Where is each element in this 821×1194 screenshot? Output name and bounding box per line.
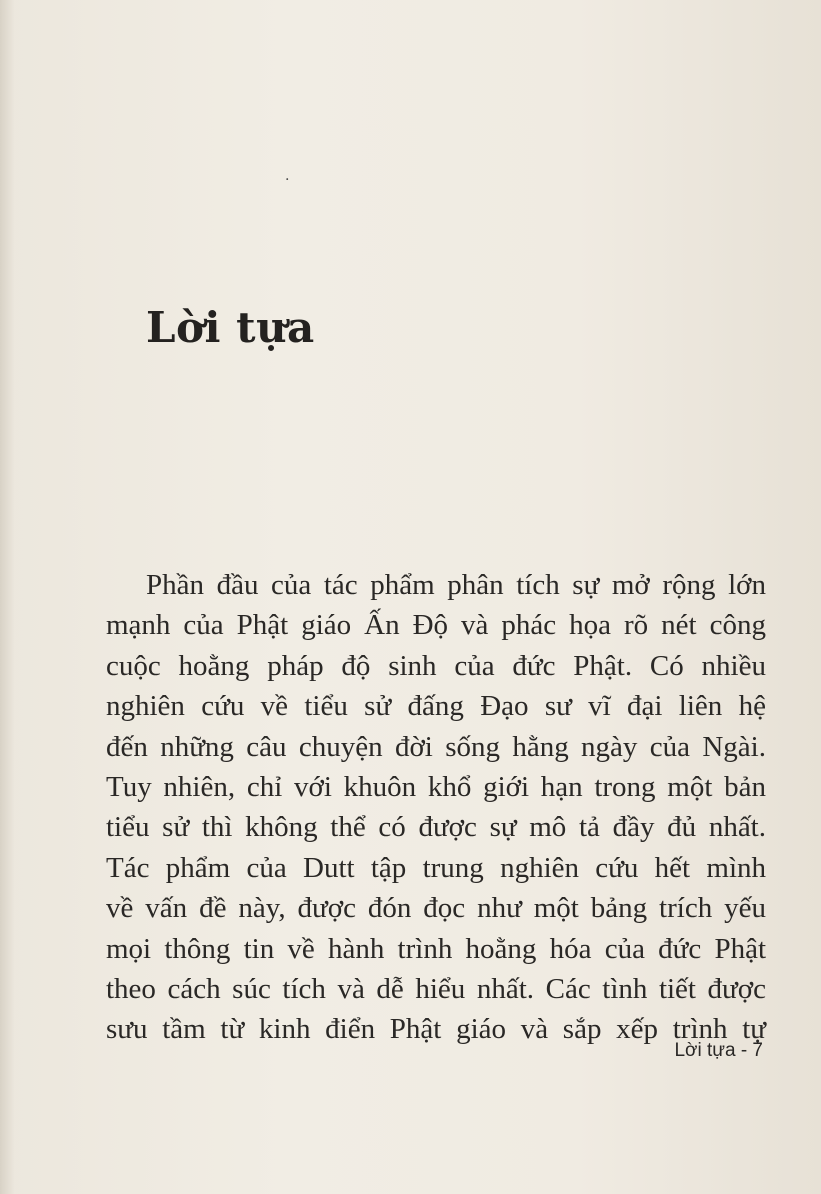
page-footer: Lời tựa - 7 (674, 1040, 763, 1061)
paragraph-line: tiểu sử thì không thể có được sự mô tả đầy đủ nhất. (106, 811, 766, 844)
paragraph-line: đến những câu chuyện đời sống hằng ngày của Ngài. (106, 730, 766, 763)
paragraph-line: cuộc hoằng pháp độ sinh của đức Phật. Có nhiều (106, 649, 766, 682)
paragraph-line: nghiên cứu về tiểu sử đấng Đạo sư vĩ đại liên hệ (106, 690, 766, 723)
body-paragraph (106, 565, 766, 1050)
page-gutter-shadow (0, 0, 14, 1194)
paragraph-line: Tuy nhiên, chỉ với khuôn khổ giới hạn trong một bản (106, 770, 766, 803)
paragraph-line: về vấn đề này, được đón đọc như một bảng trích yếu (106, 892, 766, 925)
paragraph-line: theo cách súc tích và dễ hiểu nhất. Các tình tiết được (106, 972, 766, 1005)
paragraph-line: sưu tầm từ kinh điển Phật giáo và sắp xếp trình tự (106, 1013, 766, 1046)
paragraph-line: Tác phẩm của Dutt tập trung nghiên cứu hết mình (106, 851, 766, 884)
paragraph-line: mạnh của Phật giáo Ấn Độ và phác họa rõ nét công (106, 609, 766, 642)
ink-mark: . (285, 168, 290, 184)
page-title: Lời tựa (146, 303, 315, 352)
paragraph-line: mọi thông tin về hành trình hoằng hóa của đức Phật (106, 932, 766, 965)
paragraph-line: Phần đầu của tác phẩm phân tích sự mở rộng lớn (146, 569, 766, 601)
